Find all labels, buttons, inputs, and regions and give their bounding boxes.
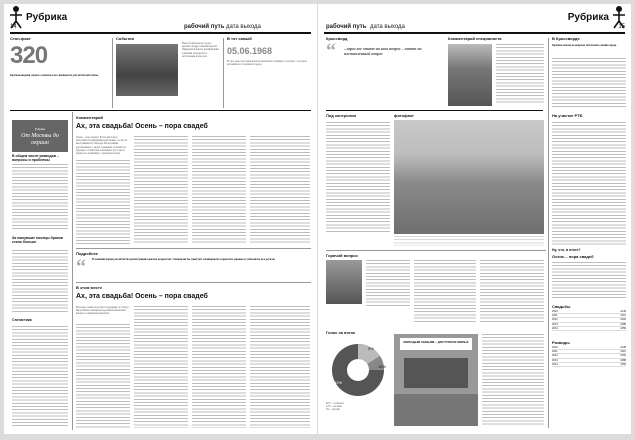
table-cell: 1388 <box>620 358 626 362</box>
right-masthead: рабочий путь <box>326 24 367 30</box>
body2: Молодые семьи получают поддержку от города. Программы помощи молодожёнам включают жильё и социальные выплаты. <box>76 306 130 316</box>
sub2-title: За минувшие месяцы браков стало больше <box>12 236 63 244</box>
table-row <box>552 327 626 331</box>
quote-mark: “ <box>76 256 86 278</box>
pie-label3: 62% <box>334 380 343 385</box>
table-cell: 2010 <box>552 310 558 313</box>
right-issue: дата выхода <box>370 24 405 30</box>
quote2-text: В осенний период количество регистраций заметно возрастает. Специалисты советуют планировать торжество заранее и учитывать все детали. <box>92 258 276 261</box>
right-page <box>318 4 631 434</box>
quote-head: Комментарий <box>76 115 103 120</box>
rubric-logo <box>12 120 68 152</box>
table-cell: 2011 <box>552 350 558 354</box>
left-page <box>4 4 317 434</box>
section-a: Под контролем <box>326 113 357 118</box>
table-cell: 2011 <box>552 314 558 318</box>
poll-items <box>326 402 390 426</box>
left-masthead: рабочий путь <box>184 24 225 30</box>
table-cell: 2014 <box>552 362 558 366</box>
events-text: Новости региона и города: краткая сводка событий недели. Приводятся факты, комментарии и мнения экспертов по актуальным вопросам. <box>182 42 219 58</box>
logo-label: Рубрика <box>34 127 46 131</box>
col1-lead: Краткая вводная строка о событии и его значимости для читателей газеты. <box>10 74 99 77</box>
table-cell: 1310 <box>620 350 626 354</box>
left-issue: дата выхода <box>226 24 261 30</box>
table-cell: 1456 <box>620 362 626 366</box>
col1-title: Стоп-факт <box>10 36 31 41</box>
pie-label1: 5% <box>368 346 374 351</box>
quote-mark: “ <box>326 40 336 62</box>
table-cell: 1388 <box>620 322 626 326</box>
table-cell: 2013 <box>552 358 558 362</box>
events-title: События <box>116 36 134 41</box>
table-cell: 1402 <box>620 318 626 322</box>
past-text: В этот день в истории региона произошло памятное событие, о котором вспоминают старожилы города. <box>227 60 307 67</box>
sub1-title: В общем числе разводов – вопросы и проблемы <box>12 154 59 162</box>
quote2-head: Подробнее <box>76 251 99 256</box>
table-cell: 2010 <box>552 346 558 349</box>
table-cell: 1402 <box>620 354 626 358</box>
person-photo <box>448 44 492 106</box>
table-cell: 1245 <box>620 310 626 313</box>
table-cell: 1310 <box>620 314 626 318</box>
wedding-photo <box>394 120 544 234</box>
table-cell: 2013 <box>552 322 558 326</box>
big-number: 320 <box>10 42 48 69</box>
table-row <box>552 363 626 367</box>
bottom-section: Горячий вопрос <box>326 253 358 258</box>
table2-title: Разводы <box>552 340 570 345</box>
table-cell: 2012 <box>552 318 558 322</box>
official-photo <box>326 260 362 304</box>
right-col-title: В Кроссворде <box>552 36 580 41</box>
person-title: Комментарий специалиста <box>448 36 502 41</box>
poll-pie <box>328 340 388 400</box>
poster-photo <box>394 334 478 426</box>
main-text: Осень – пора свадеб. В эти дни город наполняется нарядными кортежами, а в загсах выстраиваются очереди. Молодожёны рассказывают о своих традициях и планах на будущее. Статистика показывает рост числа браков по сравнению с прошлым годом. <box>76 136 128 156</box>
table2 <box>552 346 626 367</box>
table-cell: 1456 <box>620 326 626 330</box>
past-date: 05.06.1968 <box>227 46 273 56</box>
table-cell: 2014 <box>552 326 558 330</box>
past-title: В тот самый <box>227 36 252 41</box>
anchor-title: Кроссворд <box>326 36 348 41</box>
title2: Ах, эта свадьба! Осень – пора свадеб <box>76 293 208 300</box>
right-rubric: Рубрика <box>567 12 609 23</box>
side-question: Ну, что, в итоге? <box>552 248 581 252</box>
poll-item: 82% – согласны <box>326 402 344 405</box>
crowd-photo <box>116 44 178 96</box>
table1-title: Свадьбы <box>552 304 571 309</box>
left-rubric: Рубрика <box>26 12 68 23</box>
section-b: На участке РТБ <box>552 113 583 118</box>
photo-caption: фотофакт <box>394 113 414 118</box>
pie-label2: 18% <box>378 364 387 369</box>
table1 <box>552 310 626 331</box>
side-title: Осень – пора свадеб <box>552 254 594 259</box>
table-cell: 1245 <box>620 346 626 349</box>
right-col-text: Краткие ответы на вопросы читателей о жизни города. <box>552 44 617 47</box>
left-page-number: 14 <box>10 24 17 30</box>
poll-title: Голос за поток <box>326 330 356 335</box>
poll-item: 12% – не знаю <box>326 405 343 409</box>
table-cell: 2012 <box>552 354 558 358</box>
section2: В этом месте <box>76 285 103 290</box>
logo-text: От Москвы до окраин <box>21 133 59 146</box>
sub3-title: Статистика <box>12 318 32 322</box>
poster-text: МОЛОДЫМ СЕМЬЯМ – ДОСТУПНОЕ ЖИЛЬЁ <box>400 338 472 350</box>
lead-quote: ...взрослое ответ на ваш вопрос – ответ на поставленный вопрос <box>344 46 422 56</box>
poll-item: 6% – против <box>326 408 340 412</box>
main-title: Ах, эта свадьба! Осень – пора свадеб <box>76 123 208 130</box>
right-page-number: 15 <box>618 24 625 30</box>
